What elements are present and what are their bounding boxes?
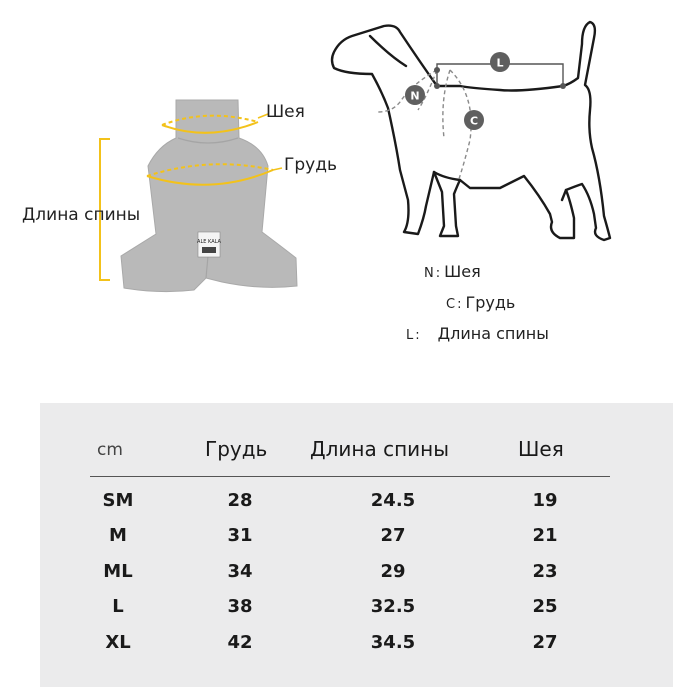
size-cell: L [112, 596, 124, 617]
dog-length-point-right [560, 83, 566, 89]
back-length-cell: 27 [380, 525, 406, 546]
size-cell: SM [102, 490, 134, 511]
neck-cell: 25 [532, 596, 558, 617]
table-header-chest: Грудь [205, 437, 268, 461]
badge-length [490, 52, 510, 72]
garment-label-neck: Шея [266, 102, 305, 122]
back-length-cell: 24.5 [370, 490, 416, 511]
table-row [40, 490, 673, 520]
legend-label: Грудь [465, 293, 516, 312]
chest-pointer [273, 168, 282, 170]
neck-cell: 19 [532, 490, 558, 511]
legend-key: N [424, 266, 434, 281]
legend-item-neck [424, 262, 481, 281]
chest-cell: 42 [227, 632, 253, 653]
svg-text:N: N [410, 89, 420, 103]
neck-cell: 27 [532, 632, 558, 653]
legend-item-back-length [406, 324, 549, 343]
table-header-back-length: Длина спины [310, 437, 450, 461]
table-header-unit: cm [97, 440, 123, 460]
dog-neck-point [434, 67, 440, 73]
chest-cell: 31 [227, 525, 253, 546]
size-cell: XL [105, 632, 131, 653]
svg-text:L: L [496, 56, 504, 70]
legend-key: C [446, 297, 456, 312]
svg-text:ALE KALA: ALE KALA [197, 239, 221, 245]
legend-label: Шея [444, 262, 481, 281]
back-length-cell: 29 [380, 561, 406, 582]
size-cell: M [109, 525, 127, 546]
neck-cell: 23 [532, 561, 558, 582]
dog-length-point-left [434, 83, 440, 89]
size-cell: ML [103, 561, 133, 582]
back-length-cell: 32.5 [370, 596, 416, 617]
chest-cell: 34 [227, 561, 253, 582]
back-length-cell: 34.5 [370, 632, 416, 653]
legend-item-chest [446, 293, 515, 312]
legend-separator: : [415, 328, 420, 343]
legend-label: Длина спины [437, 324, 549, 343]
legend-separator: : [435, 266, 441, 281]
badge-neck [405, 85, 425, 105]
table-row [40, 632, 673, 662]
legend-key: L [406, 328, 414, 343]
badge-chest [464, 110, 484, 130]
garment-illustration [121, 100, 297, 292]
chest-cell: 38 [227, 596, 253, 617]
garment-label-chest: Грудь [284, 155, 337, 175]
size-table [40, 403, 673, 687]
chest-cell: 28 [227, 490, 253, 511]
garment-label-back-length: Длина спины [22, 205, 141, 225]
svg-text:C: C [469, 114, 479, 128]
legend-separator: : [457, 297, 462, 312]
table-row [40, 561, 673, 591]
table-row [40, 596, 673, 626]
table-header-neck: Шея [518, 437, 564, 461]
neck-cell: 21 [532, 525, 558, 546]
garment-tag [197, 232, 221, 257]
table-row [40, 525, 673, 555]
table-header-divider [90, 476, 610, 477]
